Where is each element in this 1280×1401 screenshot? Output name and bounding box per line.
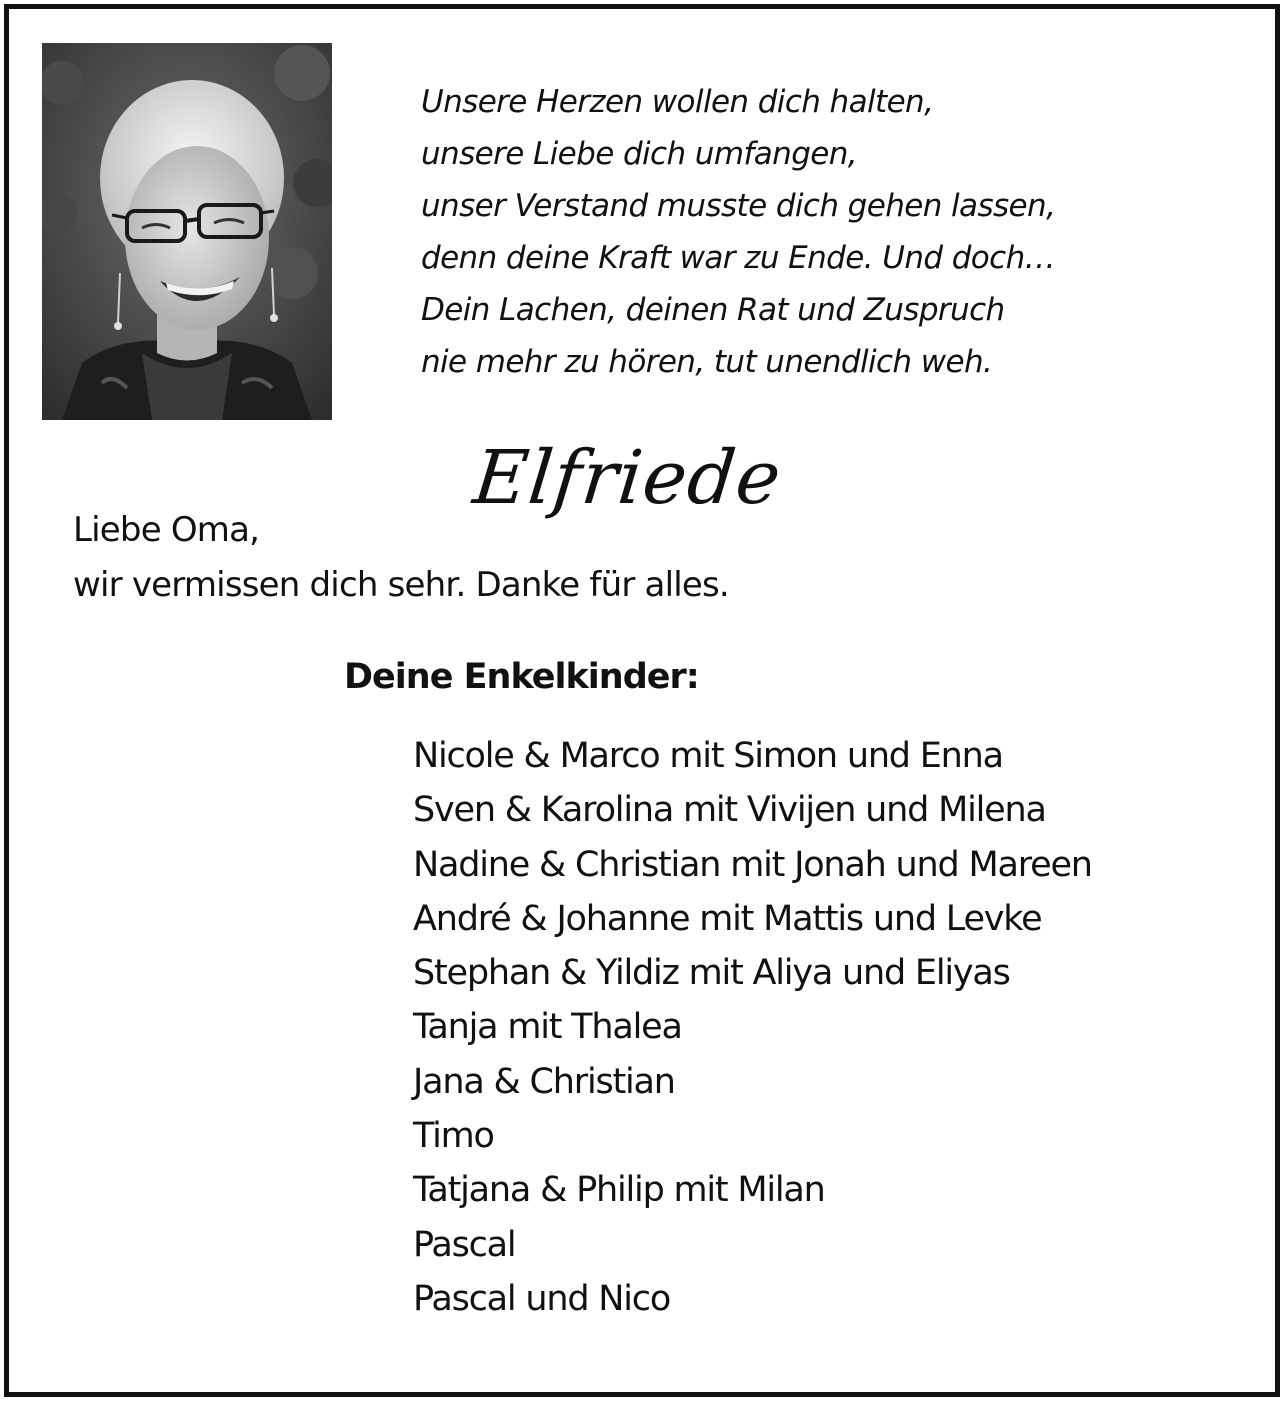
signer-entry: Nicole & Marco mit Simon und Enna bbox=[413, 736, 1003, 776]
signer-entry: Sven & Karolina mit Vivijen und Milena bbox=[413, 790, 1046, 831]
poem-line: nie mehr zu hören, tut unendlich weh. bbox=[421, 344, 993, 380]
greeting-line: Liebe Oma, bbox=[73, 510, 260, 550]
signer-entry: Pascal und Nico bbox=[413, 1278, 671, 1319]
signer-entry: Nadine & Christian mit Jonah und Mareen bbox=[413, 844, 1092, 885]
signer-entry: Jana & Christian bbox=[413, 1061, 675, 1102]
signer-entry: Timo bbox=[413, 1116, 494, 1157]
signers-list bbox=[413, 729, 1253, 1326]
portrait-photo bbox=[42, 43, 332, 420]
signer-entry: Pascal bbox=[413, 1224, 516, 1265]
signer-entry: Stephan & Yildiz mit Aliya und Eliyas bbox=[413, 953, 1010, 994]
signers-heading: Deine Enkelkinder: bbox=[344, 657, 699, 697]
deceased-name: Elfriede bbox=[469, 435, 786, 521]
signer-entry: André & Johanne mit Mattis und Levke bbox=[413, 898, 1042, 939]
poem-line: Dein Lachen, deinen Rat und Zuspruch bbox=[421, 292, 1005, 328]
memorial-poem bbox=[421, 76, 1241, 388]
signer-entry: Tatjana & Philip mit Milan bbox=[413, 1170, 825, 1211]
poem-line: Unsere Herzen wollen dich halten, bbox=[421, 84, 934, 120]
poem-line: unsere Liebe dich umfangen, bbox=[421, 136, 858, 172]
poem-line: denn deine Kraft war zu Ende. Und doch… bbox=[421, 240, 1056, 276]
signer-entry: Tanja mit Thalea bbox=[413, 1007, 682, 1048]
greeting-line: wir vermissen dich sehr. Danke für alles. bbox=[73, 565, 729, 605]
poem-line: unser Verstand musste dich gehen lassen, bbox=[421, 188, 1056, 224]
greeting-message bbox=[73, 503, 973, 613]
